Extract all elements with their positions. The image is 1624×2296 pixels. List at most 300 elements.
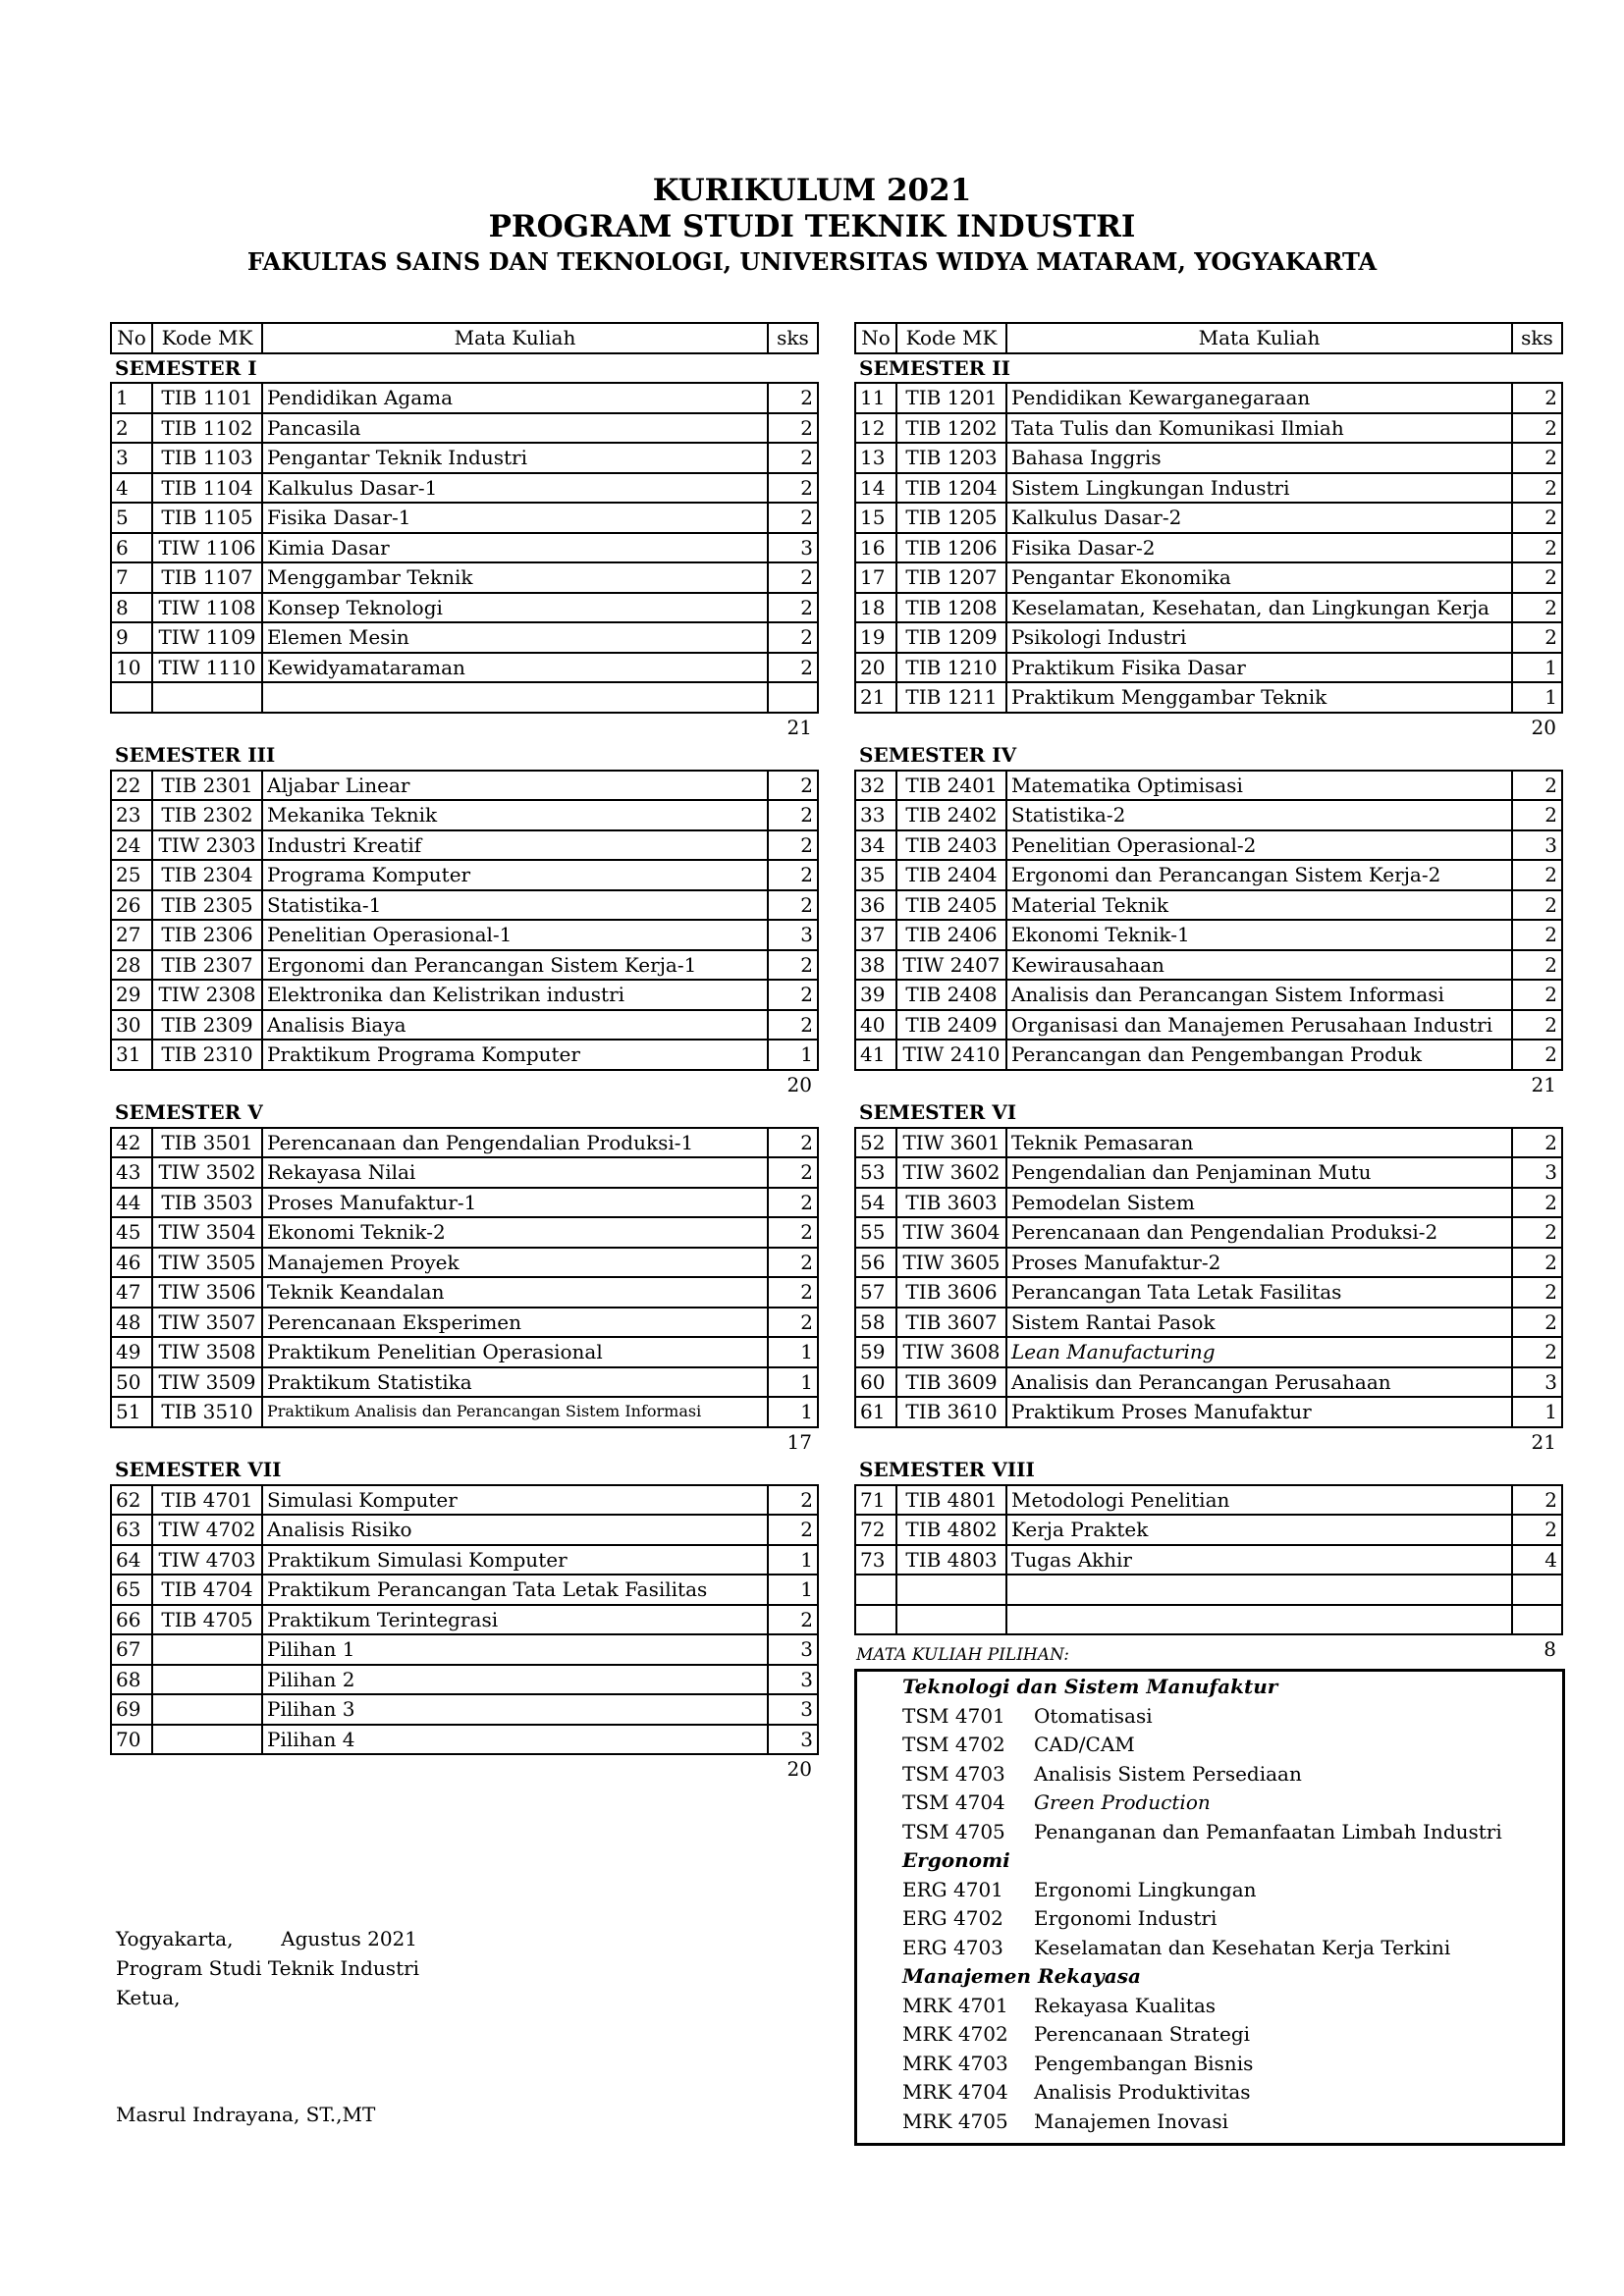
course-sks: 2	[1512, 1128, 1562, 1158]
course-no: 69	[111, 1694, 152, 1725]
course-code: TIB 2405	[896, 890, 1006, 921]
table-row	[855, 950, 1562, 981]
course-name: Praktikum Statistika	[262, 1367, 768, 1398]
course-code: TIB 1101	[152, 383, 262, 413]
col-header-mata-kuliah: Mata Kuliah	[262, 323, 768, 353]
course-code	[152, 1694, 262, 1725]
course-name: Praktikum Perancangan Tata Letak Fasilitas	[262, 1575, 768, 1605]
course-no: 35	[855, 860, 896, 890]
course-code: TIB 1103	[152, 443, 262, 473]
table-row	[111, 593, 818, 623]
elective-name: Otomatisasi	[1034, 1703, 1153, 1728]
course-name: Kalkulus Dasar-1	[262, 473, 768, 504]
table-row	[111, 771, 818, 801]
table-row	[855, 890, 1562, 921]
course-sks: 2	[1512, 1188, 1562, 1218]
course-sks: 2	[1512, 473, 1562, 504]
course-sks: 2	[1512, 1010, 1562, 1041]
table-row	[855, 1128, 1562, 1158]
course-no: 56	[855, 1248, 896, 1278]
table-row	[111, 1337, 818, 1367]
course-sks	[768, 682, 818, 713]
course-sks: 2	[1512, 920, 1562, 950]
course-code	[152, 1634, 262, 1665]
course-sks: 2	[768, 1128, 818, 1158]
course-name: Pilihan 2	[262, 1665, 768, 1695]
course-no: 59	[855, 1337, 896, 1367]
elective-code: MRK 4704	[902, 2080, 1008, 2104]
course-sks: 2	[768, 1515, 818, 1545]
table-row	[855, 980, 1562, 1010]
semester-total-row	[111, 713, 818, 742]
course-no: 52	[855, 1128, 896, 1158]
course-no: 50	[111, 1367, 152, 1398]
course-name: Pengantar Ekonomika	[1006, 562, 1512, 593]
semester-total-row	[111, 1754, 818, 1784]
course-no: 3	[111, 443, 152, 473]
course-code	[152, 1725, 262, 1755]
course-no: 25	[111, 860, 152, 890]
semester-total-sks: 20	[786, 1072, 812, 1096]
course-name: Simulasi Komputer	[262, 1485, 768, 1516]
course-sks: 1	[1512, 682, 1562, 713]
course-no: 37	[855, 920, 896, 950]
course-sks: 4	[1512, 1545, 1562, 1575]
table-row	[855, 1157, 1562, 1188]
table-row	[855, 1397, 1562, 1427]
table-row	[111, 950, 818, 981]
course-no: 27	[111, 920, 152, 950]
course-code: TIB 1206	[896, 533, 1006, 563]
course-code: TIB 1211	[896, 682, 1006, 713]
table-row	[855, 1277, 1562, 1308]
course-name: Perencanaan dan Pengendalian Produksi-2	[1006, 1217, 1512, 1248]
course-sks: 2	[1512, 443, 1562, 473]
course-sks: 2	[768, 950, 818, 981]
curriculum-table-right	[854, 322, 1563, 1664]
course-no: 19	[855, 622, 896, 653]
signature-place: Yogyakarta,	[116, 1927, 234, 1950]
course-code: TIB 1209	[896, 622, 1006, 653]
semester-title: SEMESTER VI	[859, 1100, 1017, 1125]
table-row	[111, 503, 818, 533]
course-sks: 1	[768, 1575, 818, 1605]
table-row	[111, 533, 818, 563]
course-sks: 2	[1512, 800, 1562, 830]
course-name: Pengantar Teknik Industri	[262, 443, 768, 473]
course-sks: 2	[1512, 1217, 1562, 1248]
total-spacer	[111, 1754, 768, 1784]
semester-title: SEMESTER V	[115, 1100, 263, 1125]
course-no: 66	[111, 1605, 152, 1635]
course-no: 23	[111, 800, 152, 830]
course-code: TIW 3604	[896, 1217, 1006, 1248]
course-code: TIB 1203	[896, 443, 1006, 473]
elective-item	[857, 1991, 1562, 2020]
course-name: Proses Manufaktur-1	[262, 1188, 768, 1218]
course-name: Matematika Optimisasi	[1006, 771, 1512, 801]
elective-code: MRK 4702	[902, 2022, 1008, 2046]
doc-subtitle: PROGRAM STUDI TEKNIK INDUSTRI	[488, 209, 1136, 244]
semester-total-row	[855, 713, 1562, 742]
semester-total-sks: 17	[786, 1429, 812, 1454]
course-no: 46	[111, 1248, 152, 1278]
course-code: TIB 2305	[152, 890, 262, 921]
course-sks: 2	[1512, 593, 1562, 623]
semester-total-row	[855, 1070, 1562, 1099]
course-no: 1	[111, 383, 152, 413]
course-sks: 2	[768, 443, 818, 473]
course-name: Pengendalian dan Penjaminan Mutu	[1006, 1157, 1512, 1188]
course-name: Penelitian Operasional-1	[262, 920, 768, 950]
course-name: Penelitian Operasional-2	[1006, 830, 1512, 861]
elective-item	[857, 2019, 1562, 2049]
course-name: Perancangan dan Pengembangan Produk	[1006, 1040, 1512, 1070]
course-code: TIW 3504	[152, 1217, 262, 1248]
table-row	[855, 413, 1562, 444]
course-no: 18	[855, 593, 896, 623]
course-no	[855, 1605, 896, 1635]
col-header-kode: Kode MK	[896, 323, 1006, 353]
signature-role: Ketua,	[116, 1986, 181, 2009]
course-no: 8	[111, 593, 152, 623]
course-sks: 2	[768, 1188, 818, 1218]
course-no: 44	[111, 1188, 152, 1218]
elective-name: Manajemen Inovasi	[1034, 2109, 1228, 2133]
course-name: Analisis dan Perancangan Perusahaan	[1006, 1367, 1512, 1398]
total-spacer	[855, 1427, 1512, 1457]
course-name: Menggambar Teknik	[262, 562, 768, 593]
course-code: TIB 3609	[896, 1367, 1006, 1398]
course-name: Industri Kreatif	[262, 830, 768, 861]
course-no: 53	[855, 1157, 896, 1188]
semester-total-sks: 21	[1531, 1072, 1556, 1096]
course-no: 16	[855, 533, 896, 563]
course-code: TIB 2301	[152, 771, 262, 801]
course-sks: 2	[1512, 860, 1562, 890]
table-row	[855, 533, 1562, 563]
course-no: 72	[855, 1515, 896, 1545]
course-no: 22	[111, 771, 152, 801]
course-code: TIB 3501	[152, 1128, 262, 1158]
table-row	[855, 1188, 1562, 1218]
table-row	[855, 593, 1562, 623]
table-row	[855, 771, 1562, 801]
table-row	[855, 562, 1562, 593]
course-no: 5	[111, 503, 152, 533]
elective-name: Analisis Sistem Persediaan	[1034, 1761, 1302, 1786]
table-row	[111, 622, 818, 653]
course-sks: 2	[1512, 980, 1562, 1010]
table-row	[111, 1605, 818, 1635]
course-name: Perencanaan dan Pengendalian Produksi-1	[262, 1128, 768, 1158]
elective-group-title: Ergonomi	[902, 1848, 1010, 1872]
table-row	[111, 920, 818, 950]
course-no: 32	[855, 771, 896, 801]
course-sks: 2	[1512, 413, 1562, 444]
course-name: Bahasa Inggris	[1006, 443, 1512, 473]
course-sks: 2	[768, 1308, 818, 1338]
course-no: 51	[111, 1397, 152, 1427]
course-name	[1006, 1605, 1512, 1635]
table-row	[111, 1575, 818, 1605]
table-row	[111, 1248, 818, 1278]
course-sks: 2	[1512, 1485, 1562, 1516]
table-row	[855, 1248, 1562, 1278]
course-no: 63	[111, 1515, 152, 1545]
course-no: 33	[855, 800, 896, 830]
semester-title-row	[855, 353, 1562, 384]
course-sks: 2	[1512, 1277, 1562, 1308]
semester-total-sks: 21	[1531, 1429, 1556, 1454]
course-no: 9	[111, 622, 152, 653]
course-code: TIB 2309	[152, 1010, 262, 1041]
electives-label: MATA KULIAH PILIHAN:	[856, 1645, 1070, 1665]
table-row	[855, 1575, 1562, 1605]
course-sks: 2	[768, 1485, 818, 1516]
course-no: 12	[855, 413, 896, 444]
course-no: 49	[111, 1337, 152, 1367]
course-no: 10	[111, 653, 152, 683]
course-code: TIB 2402	[896, 800, 1006, 830]
semester-total-row	[855, 1427, 1562, 1457]
course-name: Sistem Rantai Pasok	[1006, 1308, 1512, 1338]
course-code: TIW 2410	[896, 1040, 1006, 1070]
table-row	[855, 1605, 1562, 1635]
table-row	[111, 1694, 818, 1725]
course-name: Teknik Pemasaran	[1006, 1128, 1512, 1158]
course-sks: 2	[768, 622, 818, 653]
course-no: 41	[855, 1040, 896, 1070]
semester-total-sks: 20	[786, 1757, 812, 1782]
col-header-kode: Kode MK	[152, 323, 262, 353]
course-name: Analisis dan Perancangan Sistem Informasi	[1006, 980, 1512, 1010]
total-spacer	[855, 1070, 1512, 1099]
course-no: 28	[111, 950, 152, 981]
elective-code: MRK 4705	[902, 2109, 1008, 2133]
table-row	[855, 622, 1562, 653]
course-no: 40	[855, 1010, 896, 1041]
table-row	[855, 443, 1562, 473]
course-no: 13	[855, 443, 896, 473]
course-no: 34	[855, 830, 896, 861]
course-no: 6	[111, 533, 152, 563]
semester-title: SEMESTER VII	[115, 1458, 282, 1482]
course-name: Kewidyamataraman	[262, 653, 768, 683]
course-code: TIB 2304	[152, 860, 262, 890]
course-sks: 2	[768, 1010, 818, 1041]
course-sks: 2	[768, 1248, 818, 1278]
course-name: Analisis Risiko	[262, 1515, 768, 1545]
course-sks: 1	[768, 1397, 818, 1427]
course-code: TIW 4702	[152, 1515, 262, 1545]
course-code	[152, 1665, 262, 1695]
table-row	[111, 1367, 818, 1398]
table-row	[111, 1634, 818, 1665]
table-row	[111, 1485, 818, 1516]
course-no	[855, 1575, 896, 1605]
course-code: TIW 3601	[896, 1128, 1006, 1158]
course-no: 15	[855, 503, 896, 533]
semester-title: SEMESTER III	[115, 743, 276, 768]
col-header-sks: sks	[1512, 323, 1562, 353]
course-sks: 3	[768, 1634, 818, 1665]
course-name: Praktikum Menggambar Teknik	[1006, 682, 1512, 713]
elective-name: Perencanaan Strategi	[1034, 2022, 1251, 2046]
course-code: TIB 3510	[152, 1397, 262, 1427]
table-row	[111, 860, 818, 890]
semester-title-row	[855, 1098, 1562, 1128]
semester-total-sks: 8	[1543, 1637, 1556, 1662]
course-name: Psikologi Industri	[1006, 622, 1512, 653]
course-sks: 2	[768, 383, 818, 413]
course-sks: 3	[768, 533, 818, 563]
course-sks: 2	[768, 1605, 818, 1635]
elective-code: MRK 4701	[902, 1993, 1008, 2017]
course-code: TIW 1106	[152, 533, 262, 563]
course-sks: 2	[1512, 1515, 1562, 1545]
semester-title-row	[855, 741, 1562, 771]
table-header-row	[855, 323, 1562, 353]
elective-name: Green Production	[1034, 1790, 1211, 1814]
course-sks: 2	[768, 413, 818, 444]
total-spacer	[111, 1070, 768, 1099]
table-row	[111, 1308, 818, 1338]
semester-title-row	[855, 1456, 1562, 1485]
course-sks: 2	[1512, 503, 1562, 533]
doc-title: KURIKULUM 2021	[652, 173, 972, 208]
signature-unit: Program Studi Teknik Industri	[116, 1956, 420, 1980]
course-code: TIW 2407	[896, 950, 1006, 981]
course-code: TIB 1208	[896, 593, 1006, 623]
course-code: TIW 3602	[896, 1157, 1006, 1188]
course-name: Praktikum Simulasi Komputer	[262, 1545, 768, 1575]
document-header	[0, 173, 1624, 279]
course-sks: 2	[768, 980, 818, 1010]
elective-code: TSM 4704	[902, 1790, 1005, 1814]
course-code: TIB 2302	[152, 800, 262, 830]
course-sks: 3	[768, 1665, 818, 1695]
signature-date-line	[116, 1924, 417, 1953]
course-name: Praktikum Terintegrasi	[262, 1605, 768, 1635]
course-no: 2	[111, 413, 152, 444]
semester-total-row	[111, 1427, 818, 1457]
course-code: TIW 3507	[152, 1308, 262, 1338]
elective-item	[857, 1875, 1562, 1904]
table-row	[855, 653, 1562, 683]
semester-total-sks: 21	[786, 715, 812, 739]
course-sks: 3	[1512, 1157, 1562, 1188]
course-sks	[1512, 1605, 1562, 1635]
course-name: Pilihan 3	[262, 1694, 768, 1725]
elective-item	[857, 1788, 1562, 1817]
semester-title: SEMESTER VIII	[859, 1458, 1035, 1482]
table-row	[855, 1485, 1562, 1516]
course-sks: 3	[768, 1694, 818, 1725]
elective-item	[857, 2077, 1562, 2107]
course-sks: 2	[768, 653, 818, 683]
course-no: 30	[111, 1010, 152, 1041]
course-name: Statistika-2	[1006, 800, 1512, 830]
course-name: Teknik Keandalan	[262, 1277, 768, 1308]
curriculum-table-left	[110, 322, 819, 1784]
elective-group-title: Teknologi dan Sistem Manufaktur	[902, 1675, 1278, 1698]
course-code: TIB 1107	[152, 562, 262, 593]
course-sks: 1	[768, 1040, 818, 1070]
elective-item	[857, 1933, 1562, 1962]
table-row	[855, 1010, 1562, 1041]
course-name: Mekanika Teknik	[262, 800, 768, 830]
course-code: TIB 4701	[152, 1485, 262, 1516]
course-sks: 2	[768, 771, 818, 801]
course-code: TIB 3503	[152, 1188, 262, 1218]
course-sks: 3	[768, 920, 818, 950]
elective-code: ERG 4702	[902, 1906, 1003, 1930]
course-no: 26	[111, 890, 152, 921]
elective-item	[857, 2049, 1562, 2078]
elective-code: MRK 4703	[902, 2051, 1008, 2075]
semester-title-row	[111, 1456, 818, 1485]
course-name: Tata Tulis dan Komunikasi Ilmiah	[1006, 413, 1512, 444]
table-row	[111, 1010, 818, 1041]
course-code: TIB 2401	[896, 771, 1006, 801]
course-no: 4	[111, 473, 152, 504]
semester-total-row	[111, 1070, 818, 1099]
total-spacer	[111, 1427, 768, 1457]
course-name: Ekonomi Teknik-2	[262, 1217, 768, 1248]
course-name: Metodologi Penelitian	[1006, 1485, 1512, 1516]
course-code	[896, 1575, 1006, 1605]
course-name: Kerja Praktek	[1006, 1515, 1512, 1545]
course-no: 67	[111, 1634, 152, 1665]
course-code: TIW 3508	[152, 1337, 262, 1367]
course-code: TIW 3505	[152, 1248, 262, 1278]
course-no: 31	[111, 1040, 152, 1070]
total-spacer	[855, 713, 1512, 742]
elective-code: ERG 4703	[902, 1935, 1003, 1959]
course-code: TIB 4801	[896, 1485, 1006, 1516]
course-no: 38	[855, 950, 896, 981]
course-no: 43	[111, 1157, 152, 1188]
course-name: Praktikum Proses Manufaktur	[1006, 1397, 1512, 1427]
course-name: Programa Komputer	[262, 860, 768, 890]
course-sks: 2	[768, 860, 818, 890]
elective-code: TSM 4705	[902, 1819, 1005, 1843]
table-row	[855, 1515, 1562, 1545]
semester-title: SEMESTER I	[115, 355, 257, 380]
table-row	[111, 1217, 818, 1248]
course-name: Tugas Akhir	[1006, 1545, 1512, 1575]
course-sks: 2	[768, 890, 818, 921]
course-code: TIB 1204	[896, 473, 1006, 504]
course-no: 65	[111, 1575, 152, 1605]
course-sks: 2	[1512, 950, 1562, 981]
course-name: Aljabar Linear	[262, 771, 768, 801]
course-code: TIB 2406	[896, 920, 1006, 950]
course-sks: 2	[1512, 1308, 1562, 1338]
course-code: TIB 2403	[896, 830, 1006, 861]
course-code: TIW 2308	[152, 980, 262, 1010]
course-name: Rekayasa Nilai	[262, 1157, 768, 1188]
table-row	[855, 860, 1562, 890]
course-name: Fisika Dasar-2	[1006, 533, 1512, 563]
table-row	[855, 1367, 1562, 1398]
course-name: Elektronika dan Kelistrikan industri	[262, 980, 768, 1010]
course-code: TIB 1201	[896, 383, 1006, 413]
course-name: Elemen Mesin	[262, 622, 768, 653]
table-row	[111, 443, 818, 473]
course-sks: 3	[1512, 830, 1562, 861]
